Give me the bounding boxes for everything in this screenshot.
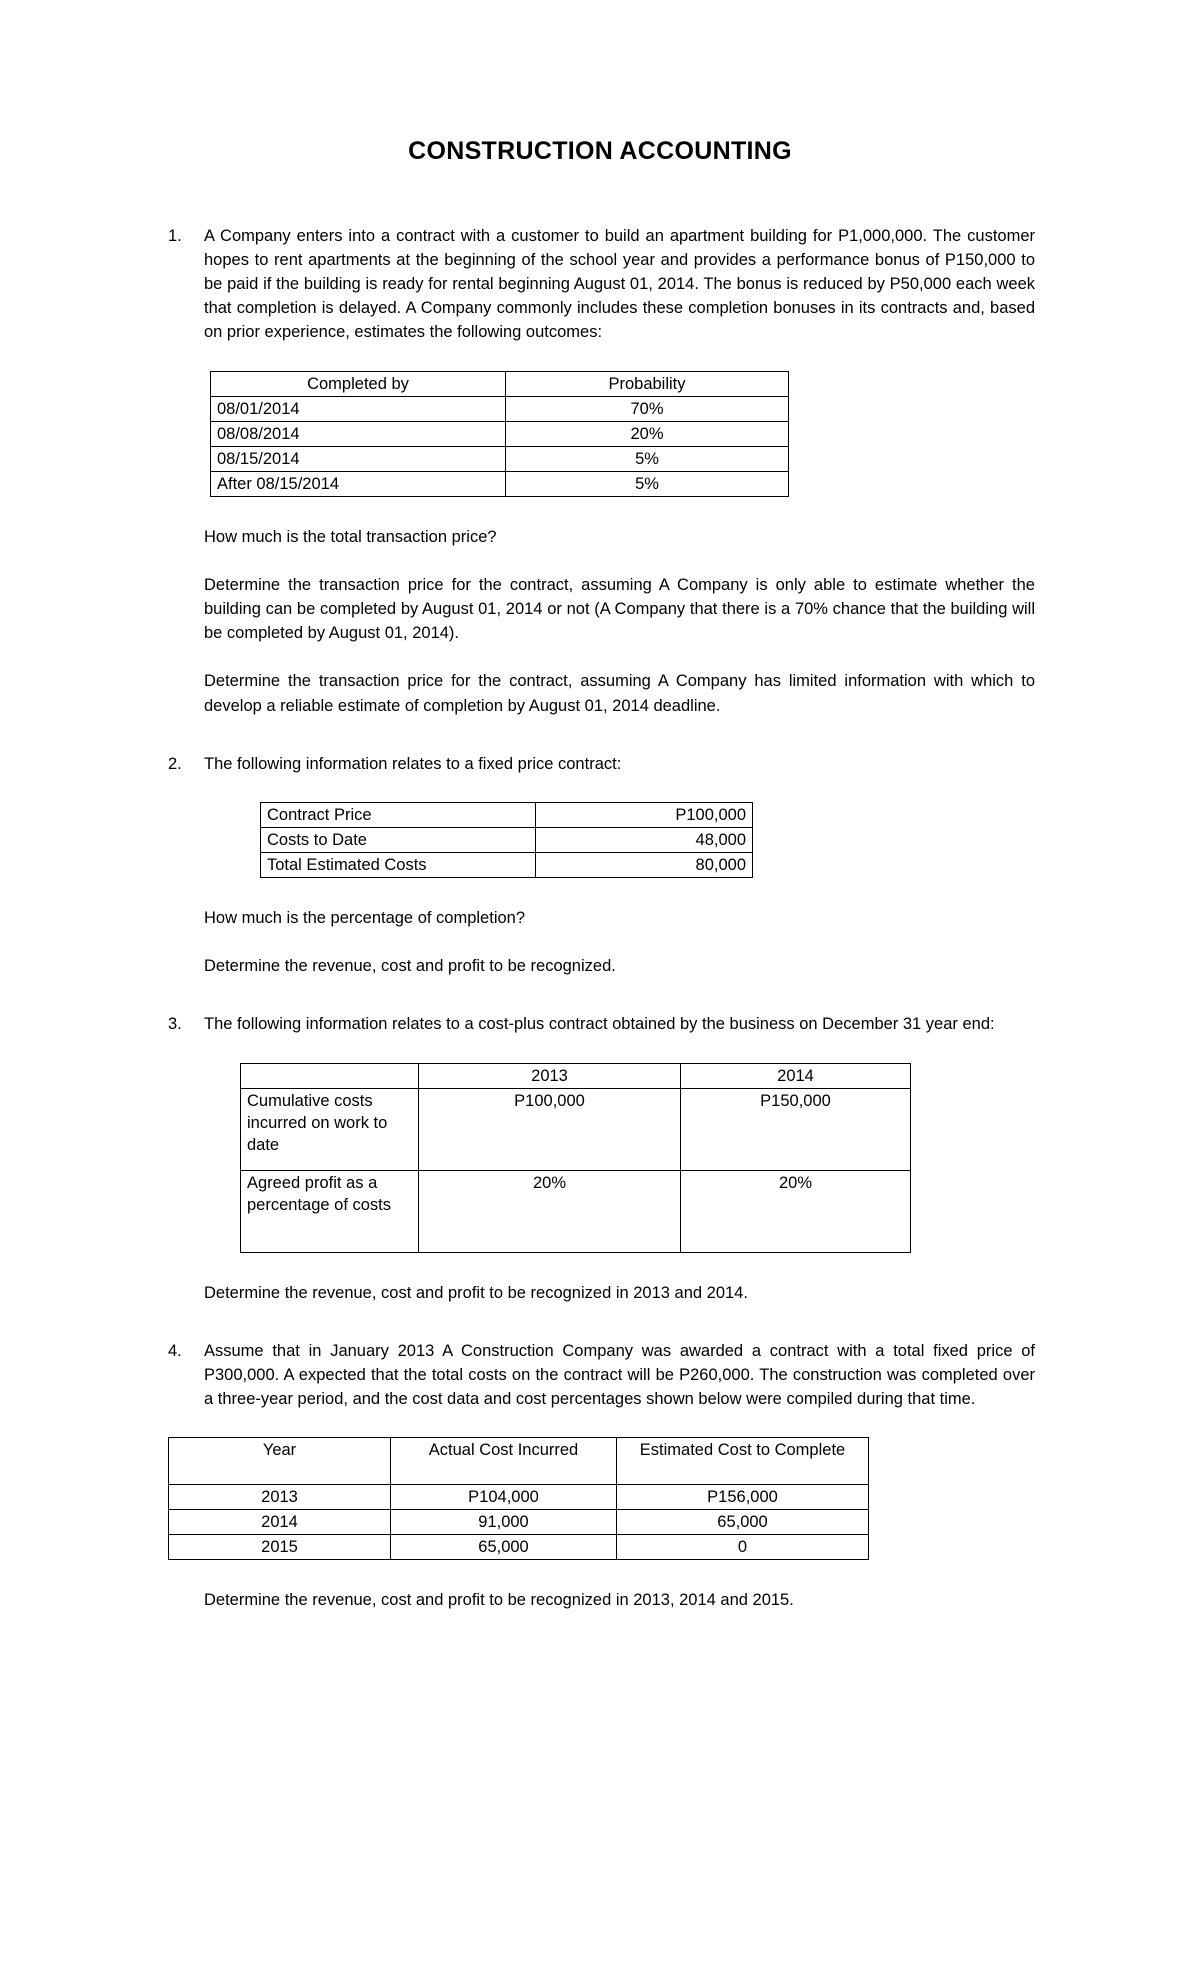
cell-estimated-cost: 0 [617,1535,869,1560]
cell-probability: 5% [506,446,789,471]
cell-probability: 5% [506,471,789,496]
col-header-probability: Probability [506,371,789,396]
item-number-1: 1. [168,226,182,245]
cell-value: 48,000 [536,827,753,852]
fixed-price-table-wrapper [168,802,1035,878]
item-2-questions [168,906,1035,978]
fixed-price-table [260,802,753,878]
table-row [169,1485,869,1510]
list-item-2 [168,752,1035,776]
item-2-paragraph: The following information relates to a fixed price contract: [204,754,622,773]
col-header-2014: 2014 [681,1063,911,1088]
item-2-question-2: Determine the revenue, cost and profit to be recognized. [204,957,616,976]
item-body-1 [204,224,1035,345]
table-header-row [241,1063,911,1088]
col-header-completed-by: Completed by [211,371,506,396]
list-item-3 [168,1012,1035,1036]
item-1-questions [168,525,1035,718]
item-2-question-1: How much is the percentage of completion? [204,908,526,927]
item-body-3 [204,1012,1035,1036]
table-row [261,802,753,827]
cell-completed-by: After 08/15/2014 [211,471,506,496]
cost-plus-table [240,1063,911,1253]
cell-probability: 20% [506,421,789,446]
document-content [0,224,1200,1613]
cell-year: 2014 [169,1510,391,1535]
cell-row-label: Cumulative costs incurred on work to date [241,1088,419,1170]
cell-estimated-cost: 65,000 [617,1510,869,1535]
cell-completed-by: 08/15/2014 [211,446,506,471]
cell-2014: 20% [681,1170,911,1252]
item-3-question-1: Determine the revenue, cost and profit to be recognized in 2013 and 2014. [204,1283,748,1302]
item-number-3: 3. [168,1015,182,1034]
table-row [211,421,789,446]
table-row [241,1088,911,1170]
list-item-1 [168,224,1035,345]
list-item-4 [168,1339,1035,1412]
table-row [211,396,789,421]
item-body-4 [204,1339,1035,1412]
table-row [169,1510,869,1535]
item-4-paragraph: Assume that in January 2013 A Construction Company was awarded a contract with a total fixed price of P300,000. A expected that the total costs on the contract will be P260,000. The construction was completed over a three-year period, and the cost data and cost percentages shown below were compiled during that time. [204,1341,1035,1409]
outcomes-table-wrapper [168,371,1035,497]
table-row [241,1170,911,1252]
cell-label: Total Estimated Costs [261,852,536,877]
three-year-table [168,1437,869,1560]
cell-probability: 70% [506,396,789,421]
item-3-questions [168,1281,1035,1305]
item-number-2: 2. [168,754,182,773]
col-header-2013: 2013 [419,1063,681,1088]
item-body-2 [204,752,1035,776]
cell-row-label: Agreed profit as a percentage of costs [241,1170,419,1252]
cell-completed-by: 08/08/2014 [211,421,506,446]
cell-estimated-cost: P156,000 [617,1485,869,1510]
cell-2013: 20% [419,1170,681,1252]
page-title: CONSTRUCTION ACCOUNTING [408,137,792,165]
col-header-blank [241,1063,419,1088]
cell-label: Costs to Date [261,827,536,852]
col-header-actual-cost: Actual Cost Incurred [391,1438,617,1485]
item-3-paragraph: The following information relates to a cost-plus contract obtained by the business on December 31 year end: [204,1015,995,1034]
cell-value: 80,000 [536,852,753,877]
item-4-question-1: Determine the revenue, cost and profit to be recognized in 2013, 2014 and 2015. [204,1591,794,1610]
item-number-4: 4. [168,1341,182,1360]
col-header-year: Year [169,1438,391,1485]
item-1-question-3: Determine the transaction price for the contract, assuming A Company has limited information with which to develop a reliable estimate of completion by August 01, 2014 deadline. [204,672,1035,715]
cell-actual-cost: 65,000 [391,1535,617,1560]
table-row [261,852,753,877]
table-row [169,1535,869,1560]
item-4-questions [168,1588,1035,1612]
cell-completed-by: 08/01/2014 [211,396,506,421]
table-header-row [169,1438,869,1485]
three-year-table-wrapper [168,1437,1035,1560]
cell-actual-cost: P104,000 [391,1485,617,1510]
table-row [261,827,753,852]
item-1-question-1: How much is the total transaction price? [204,527,497,546]
cell-2013: P100,000 [419,1088,681,1170]
cell-actual-cost: 91,000 [391,1510,617,1535]
outcomes-table [210,371,789,497]
table-row [211,446,789,471]
cell-2014: P150,000 [681,1088,911,1170]
col-header-estimated-cost: Estimated Cost to Complete [617,1438,869,1485]
cell-label: Contract Price [261,802,536,827]
cost-plus-table-wrapper [168,1063,1035,1253]
item-1-paragraph: A Company enters into a contract with a customer to build an apartment building for P1,000,000. The customer hopes to rent apartments at the beginning of the school year and provides a performance bonus of P150,000 to be paid if the building is ready for rental beginning August 01, 2014. The bonus is reduced by P50,000 each week that completion is delayed. A Company commonly includes these completion bonuses in its contracts and, based on prior experience, estimates the following outcomes: [204,226,1035,342]
item-1-question-2: Determine the transaction price for the contract, assuming A Company is only able to estimate whether the building can be completed by August 01, 2014 or not (A Company that there is a 70% chance that the building will be completed by August 01, 2014). [204,575,1035,643]
table-row [211,471,789,496]
cell-year: 2015 [169,1535,391,1560]
cell-year: 2013 [169,1485,391,1510]
cell-value: P100,000 [536,802,753,827]
table-header-row [211,371,789,396]
